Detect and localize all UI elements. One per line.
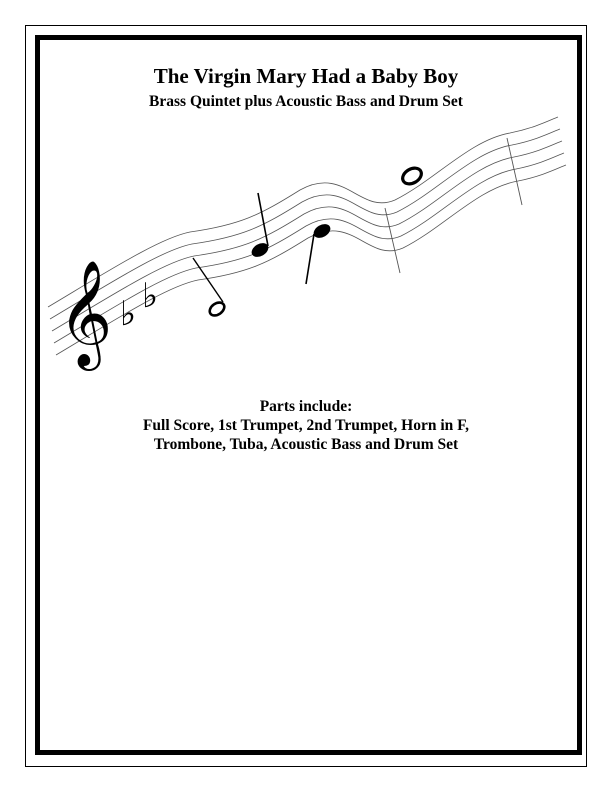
parts-list	[0, 397, 612, 454]
bar-line	[385, 208, 400, 273]
page-subtitle: Brass Quintet plus Acoustic Bass and Drum Set	[149, 93, 463, 110]
flat-icon: ♭	[120, 294, 137, 334]
quarter-note-icon	[249, 193, 271, 260]
parts-line: Trombone, Tuba, Acoustic Bass and Drum Set	[153, 436, 459, 453]
bar-line	[507, 138, 522, 205]
parts-heading: Parts include:	[259, 398, 353, 415]
quarter-note-icon	[306, 221, 333, 284]
staff-line	[48, 117, 558, 307]
staff-line	[50, 129, 560, 319]
flat-icon: ♭	[142, 276, 159, 316]
half-note-icon	[193, 258, 227, 318]
treble-clef-icon: 𝄞	[58, 259, 113, 366]
parts-line: Full Score, 1st Trumpet, 2nd Trumpet, Horn in F,	[142, 417, 470, 434]
whole-note-icon	[400, 165, 424, 187]
page-title: The Virgin Mary Had a Baby Boy	[153, 64, 459, 88]
